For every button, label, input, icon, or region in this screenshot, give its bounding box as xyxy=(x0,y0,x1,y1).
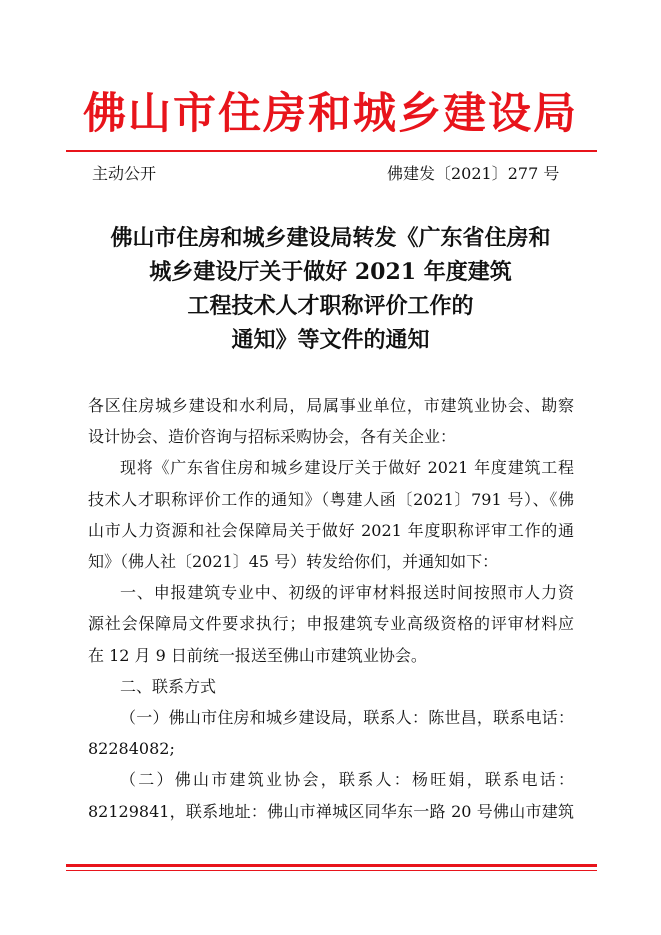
body-line: 二、联系方式 xyxy=(120,676,217,696)
body-line: 知》（佛人社〔2021〕45 号）转发给你们，并通知如下： xyxy=(88,552,499,572)
body-line: （二）佛山市建筑业协会，联系人：杨旺娟，联系电话： xyxy=(120,770,574,790)
red-divider-top xyxy=(66,150,597,152)
body-line: 82129841，联系地址：佛山市禅城区同华东一路 20 号佛山市建筑 xyxy=(88,801,574,821)
body-line: 一、申报建筑专业中、初级的评审材料报送时间按照市人力资 xyxy=(120,583,574,603)
title-line: 工程技术人才职称评价工作的 xyxy=(187,293,474,319)
body-line: 山市人力资源和社会保障局关于做好 2021 年度职称评审工作的通 xyxy=(88,520,574,540)
red-divider-bottom-thin xyxy=(66,870,597,871)
body-line: 设计协会、造价咨询与招标采购协会，各有关企业： xyxy=(88,427,457,447)
title-line: 通知》等文件的通知 xyxy=(231,327,430,353)
contact-one-paragraph xyxy=(88,702,574,764)
body-line: 82284082; xyxy=(88,739,175,759)
title-line: 佛山市住房和城乡建设局转发《广东省住房和 xyxy=(110,225,551,251)
body-line: 源社会保障局文件要求执行；申报建筑专业高级资格的评审材料应 xyxy=(88,614,574,634)
addressee-paragraph xyxy=(88,390,574,452)
intro-paragraph xyxy=(88,452,574,577)
body-line: 技术人才职称评价工作的通知》（粤建人函〔2021〕791 号）、《佛 xyxy=(88,489,574,509)
body-line: 在 12 月 9 日前统一报送至佛山市建筑业协会。 xyxy=(88,645,427,665)
body-line: （一）佛山市住房和城乡建设局，联系人：陈世昌，联系电话： xyxy=(120,708,574,728)
document-title xyxy=(40,221,621,357)
item-one-paragraph xyxy=(88,577,574,671)
red-divider-bottom xyxy=(66,864,597,867)
agency-masthead: 佛山市住房和城乡建设局 xyxy=(83,89,578,139)
body-line: 现将《广东省住房和城乡建设厅关于做好 2021 年度建筑工程 xyxy=(120,458,574,478)
title-line: 城乡建设厅关于做好 2021 年度建筑 xyxy=(149,259,512,285)
disclosure-label: 主动公开 xyxy=(92,164,157,183)
body-line: 各区住房城乡建设和水利局，局属事业单位，市建筑业协会、勘察 xyxy=(88,396,574,415)
item-two-heading xyxy=(88,671,574,702)
contact-two-paragraph xyxy=(88,764,574,826)
document-number: 佛建发〔2021〕277 号 xyxy=(387,164,560,183)
document-body xyxy=(88,390,574,827)
